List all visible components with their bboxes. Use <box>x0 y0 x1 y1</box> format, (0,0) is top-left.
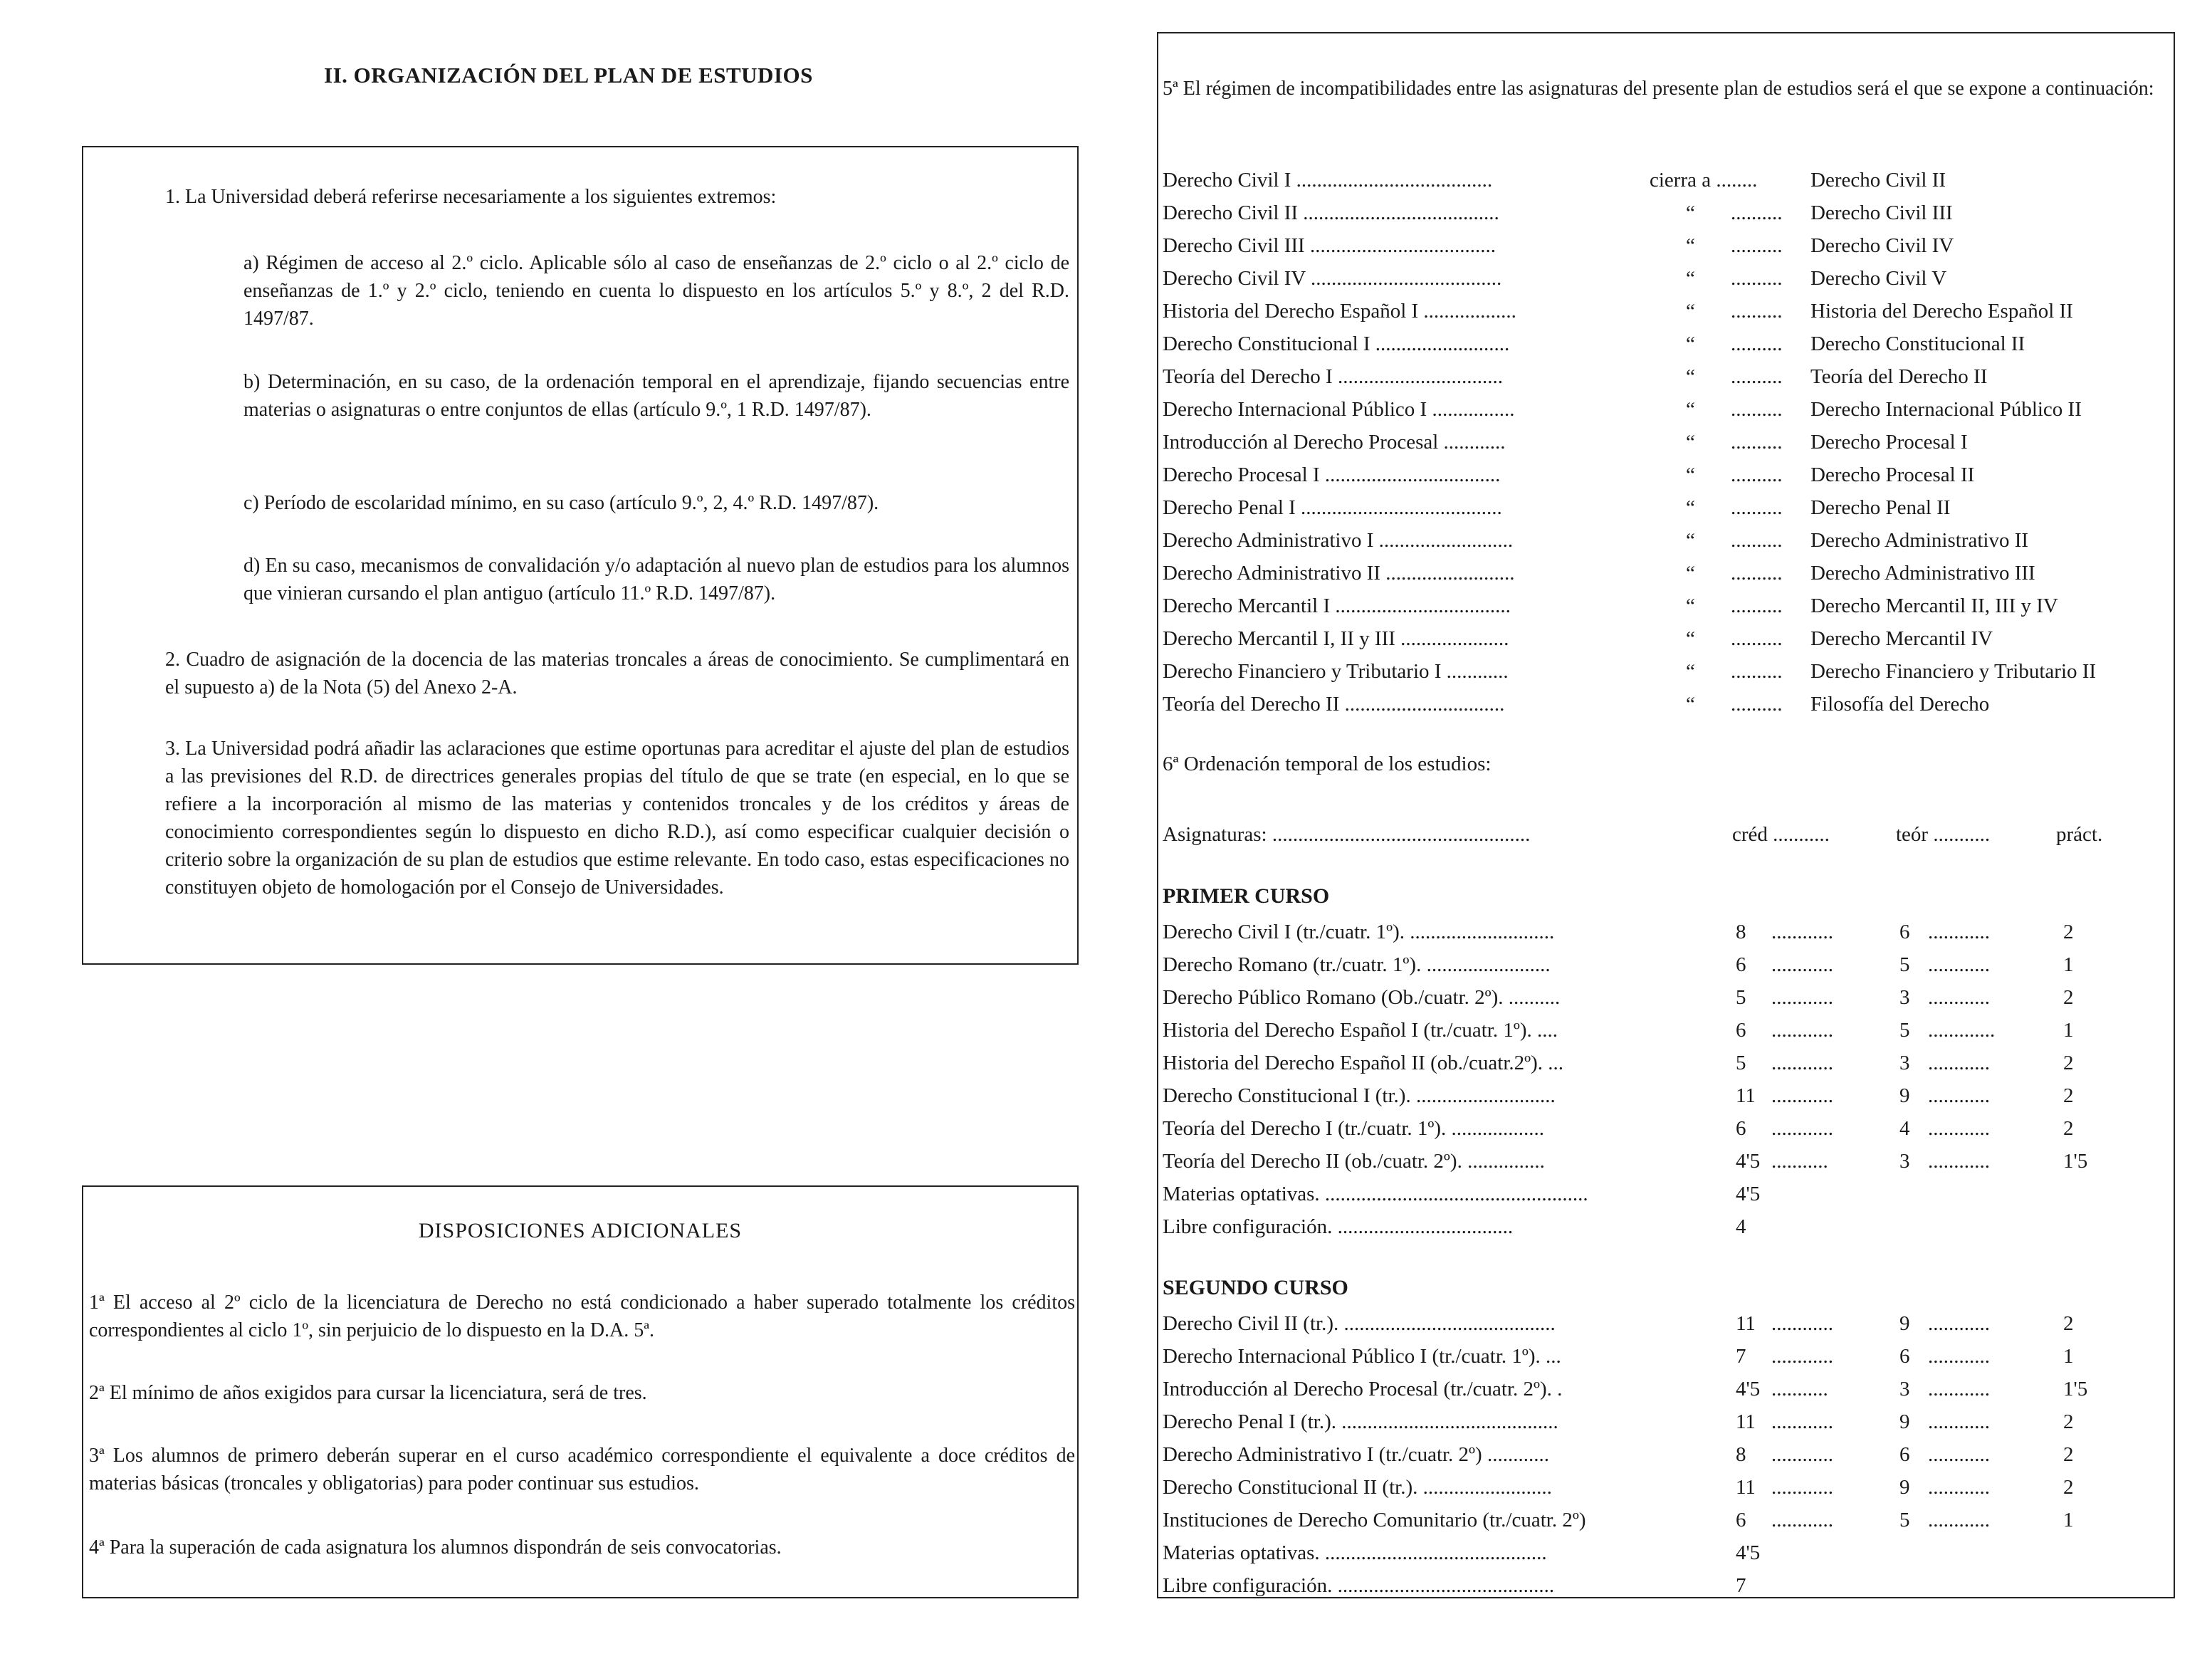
credits-dots: ........... <box>1771 1378 1828 1400</box>
credits-dots: ............ <box>1771 1052 1833 1074</box>
subject-closing: Historia del Derecho Español I .................. <box>1163 300 1516 323</box>
ditto-dots: .......... <box>1731 595 1783 617</box>
ditto-mark: “ <box>1686 660 1695 683</box>
course-row <box>1163 1537 2166 1568</box>
ditto-mark: “ <box>1686 463 1695 486</box>
credits-value: 8 <box>1736 1443 1746 1466</box>
practice-value: 1'5 <box>2063 1150 2088 1173</box>
credits-dots: ............ <box>1771 1443 1833 1466</box>
incompatibility-row <box>1163 426 2166 458</box>
practice-value: 2 <box>2063 1312 2074 1335</box>
dispositions-box <box>82 1185 1079 1598</box>
ditto-dots: .......... <box>1731 431 1783 454</box>
course-row <box>1163 1146 2166 1177</box>
theory-value: 6 <box>1899 1443 1910 1466</box>
course-row <box>1163 982 2166 1013</box>
ordering-header <box>1163 819 2166 850</box>
theory-value: 6 <box>1899 921 1910 943</box>
ditto-dots: .......... <box>1731 693 1783 716</box>
subject-closed: Derecho Mercantil IV <box>1810 627 1993 650</box>
subject-name: Derecho Penal I (tr.). .......................................... <box>1163 1410 1558 1433</box>
theory-value: 3 <box>1899 1052 1910 1074</box>
subject-closed: Derecho Civil V <box>1810 267 1947 290</box>
ditto-mark: “ <box>1686 529 1695 552</box>
practice-value: 1 <box>2063 1345 2074 1368</box>
theory-value: 5 <box>1899 1509 1910 1531</box>
subject-name: Derecho Civil II (tr.). ......................................... <box>1163 1312 1556 1335</box>
practice-value: 1 <box>2063 953 2074 976</box>
ditto-dots: .......... <box>1731 660 1783 683</box>
theory-dots: ............ <box>1928 1378 1990 1400</box>
incompatibility-row <box>1163 525 2166 556</box>
ditto-dots: .......... <box>1731 300 1783 323</box>
header-theory: teór ........... <box>1896 823 1991 846</box>
subject-name: Derecho Civil I (tr./cuatr. 1º). ............................ <box>1163 921 1555 943</box>
course-row <box>1163 1472 2166 1503</box>
practice-value: 2 <box>2063 1410 2074 1433</box>
item-1-intro: 1. La Universidad deberá referirse necesariamente a los siguientes extremos: <box>165 186 777 208</box>
credits-dots: ............ <box>1771 986 1833 1009</box>
theory-value: 3 <box>1899 986 1910 1009</box>
subject-closed: Historia del Derecho Español II <box>1810 300 2073 323</box>
section-title: II. ORGANIZACIÓN DEL PLAN DE ESTUDIOS <box>324 63 813 88</box>
subject-name: Libre configuración. .......................................... <box>1163 1574 1555 1597</box>
subject-closing: Derecho Administrativo II ......................... <box>1163 562 1515 585</box>
subject-name: Historia del Derecho Español II (ob./cuatr.2º). ... <box>1163 1052 1564 1074</box>
incompatibility-row <box>1163 328 2166 360</box>
subject-closed: Derecho Penal II <box>1810 496 1951 519</box>
subject-name: Materias optativas. ........................................... <box>1163 1541 1547 1564</box>
subject-closing: Derecho Civil I ...................................... <box>1163 169 1493 192</box>
subject-closing: Introducción al Derecho Procesal ............ <box>1163 431 1506 454</box>
incompatibility-row <box>1163 263 2166 294</box>
credits-dots: ............ <box>1771 1084 1833 1107</box>
course-row <box>1163 1178 2166 1210</box>
incompatibility-row <box>1163 197 2166 229</box>
ditto-mark: “ <box>1686 300 1695 323</box>
credits-value: 4'5 <box>1736 1378 1761 1400</box>
subject-closing: Derecho Mercantil I .................................. <box>1163 595 1511 617</box>
subject-closed: Derecho Administrativo II <box>1810 529 2029 552</box>
theory-dots: ............ <box>1928 1117 1990 1140</box>
subject-closing: Derecho Mercantil I, II y III ..................... <box>1163 627 1509 650</box>
subject-closing: Derecho Constitucional I .......................... <box>1163 332 1510 355</box>
incompatibility-row <box>1163 361 2166 392</box>
subject-name: Instituciones de Derecho Comunitario (tr./cuatr. 2º) <box>1163 1509 1586 1531</box>
theory-dots: ............ <box>1928 1476 1990 1499</box>
theory-value: 9 <box>1899 1476 1910 1499</box>
practice-value: 1'5 <box>2063 1378 2088 1400</box>
incompatibility-row <box>1163 623 2166 654</box>
disposition-1: 1ª El acceso al 2º ciclo de la licenciatura de Derecho no está condicionado a haber superado totalmente los créditos correspondientes al ciclo 1º, sin perjuicio de lo dispuesto en la D.A. 5ª. <box>89 1292 1075 1341</box>
subject-name: Historia del Derecho Español I (tr./cuatr. 1º). .... <box>1163 1019 1558 1042</box>
incompatibility-row <box>1163 459 2166 491</box>
theory-value: 9 <box>1899 1084 1910 1107</box>
subject-closing: Derecho Civil II ...................................... <box>1163 201 1499 224</box>
ditto-mark: “ <box>1686 627 1695 650</box>
practice-value: 2 <box>2063 921 2074 943</box>
credits-dots: ............ <box>1771 1509 1833 1531</box>
subject-name: Libre configuración. .................................. <box>1163 1215 1514 1238</box>
credits-dots: ............ <box>1771 1019 1833 1042</box>
item-d: d) En su caso, mecanismos de convalidación y/o adaptación al nuevo plan de estudios para los alumnos que vinieran cursando el plan antiguo (artículo 11.º R.D. 1497/87). <box>243 555 1069 604</box>
item-2: 2. Cuadro de asignación de la docencia de las materias troncales a áreas de conocimiento. Se cumplimentará en el supuesto a) de la Nota (5) del Anexo 2-A. <box>165 649 1069 698</box>
header-subjects: Asignaturas: .................................................. <box>1163 823 1531 846</box>
credits-value: 6 <box>1736 1117 1746 1140</box>
credits-value: 6 <box>1736 1019 1746 1042</box>
course-row <box>1163 1047 2166 1079</box>
closes-label: cierra a ........ <box>1650 169 1758 192</box>
credits-dots: ............ <box>1771 1410 1833 1433</box>
item-a: a) Régimen de acceso al 2.º ciclo. Aplicable sólo al caso de enseñanzas de 2.º ciclo o al 2.º ciclo de enseñanzas de 1.º y 2.º ciclo, teniendo en cuenta lo dispuesto en los artículos 5.º y 8.º, 2 del R.D. 1497/87. <box>243 252 1069 330</box>
ditto-dots: .......... <box>1731 234 1783 257</box>
subject-closing: Derecho Administrativo I .......................... <box>1163 529 1514 552</box>
practice-value: 1 <box>2063 1509 2074 1531</box>
theory-dots: ............. <box>1928 1019 1996 1042</box>
incompatibility-intro: 5ª El régimen de incompatibilidades entre las asignaturas del presente plan de estudios será el que se expone a continuación: <box>1163 78 2154 100</box>
ditto-mark: “ <box>1686 201 1695 224</box>
credits-dots: ............ <box>1771 921 1833 943</box>
course-row <box>1163 1015 2166 1046</box>
subject-closed: Derecho Internacional Público II <box>1810 398 2082 421</box>
theory-dots: ............ <box>1928 1345 1990 1368</box>
course-row <box>1163 1504 2166 1536</box>
disposition-2: 2ª El mínimo de años exigidos para cursar la licenciatura, será de tres. <box>89 1382 647 1404</box>
theory-dots: ............ <box>1928 1084 1990 1107</box>
credits-value: 11 <box>1736 1312 1756 1335</box>
ditto-mark: “ <box>1686 365 1695 388</box>
theory-dots: ............ <box>1928 1443 1990 1466</box>
theory-value: 9 <box>1899 1312 1910 1335</box>
ditto-dots: .......... <box>1731 267 1783 290</box>
credits-value: 7 <box>1736 1345 1746 1368</box>
course-row <box>1163 1080 2166 1111</box>
theory-dots: ............ <box>1928 1410 1990 1433</box>
credits-value: 4'5 <box>1736 1541 1761 1564</box>
credits-value: 8 <box>1736 921 1746 943</box>
ditto-dots: .......... <box>1731 529 1783 552</box>
subject-closed: Derecho Civil IV <box>1810 234 1954 257</box>
subject-name: Derecho Público Romano (Ob./cuatr. 2º). .......... <box>1163 986 1561 1009</box>
course-row <box>1163 1308 2166 1339</box>
subject-closed: Derecho Procesal I <box>1810 431 1968 454</box>
ditto-mark: “ <box>1686 234 1695 257</box>
ditto-mark: “ <box>1686 595 1695 617</box>
theory-dots: ............ <box>1928 986 1990 1009</box>
credits-dots: ............ <box>1771 1345 1833 1368</box>
subject-name: Derecho Constitucional I (tr.). ........................... <box>1163 1084 1556 1107</box>
theory-value: 3 <box>1899 1378 1910 1400</box>
subject-closing: Teoría del Derecho II ............................... <box>1163 693 1505 716</box>
subject-closed: Teoría del Derecho II <box>1810 365 1988 388</box>
credits-dots: ............ <box>1771 1312 1833 1335</box>
study-plan-box <box>1157 32 2175 1598</box>
ditto-dots: .......... <box>1731 365 1783 388</box>
subject-name: Materias optativas. ................................................... <box>1163 1183 1588 1205</box>
subject-closing: Derecho Financiero y Tributario I ............ <box>1163 660 1509 683</box>
ditto-mark: “ <box>1686 431 1695 454</box>
subject-closing: Derecho Civil IV ..................................... <box>1163 267 1502 290</box>
incompatibility-row <box>1163 656 2166 687</box>
ditto-mark: “ <box>1686 562 1695 585</box>
ditto-mark: “ <box>1686 332 1695 355</box>
practice-value: 2 <box>2063 1084 2074 1107</box>
course-row <box>1163 1373 2166 1405</box>
subject-name: Teoría del Derecho I (tr./cuatr. 1º). .................. <box>1163 1117 1545 1140</box>
course-row <box>1163 1341 2166 1372</box>
subject-closed: Derecho Procesal II <box>1810 463 1975 486</box>
ditto-dots: .......... <box>1731 627 1783 650</box>
credits-value: 11 <box>1736 1084 1756 1107</box>
theory-dots: ............ <box>1928 1509 1990 1531</box>
subject-closed: Derecho Constitucional II <box>1810 332 2025 355</box>
theory-value: 4 <box>1899 1117 1910 1140</box>
theory-dots: ............ <box>1928 921 1990 943</box>
incompatibility-row <box>1163 590 2166 622</box>
incompatibility-row <box>1163 295 2166 327</box>
credits-dots: ............ <box>1771 1476 1833 1499</box>
ditto-mark: “ <box>1686 496 1695 519</box>
subject-name: Derecho Internacional Público I (tr./cuatr. 1º). ... <box>1163 1345 1561 1368</box>
practice-value: 1 <box>2063 1019 2074 1042</box>
incompatibility-row <box>1163 230 2166 261</box>
item-c: c) Período de escolaridad mínimo, en su caso (artículo 9.º, 2, 4.º R.D. 1497/87). <box>243 492 879 514</box>
incompatibility-row <box>1163 557 2166 589</box>
practice-value: 2 <box>2063 1117 2074 1140</box>
subject-name: Derecho Romano (tr./cuatr. 1º). ........................ <box>1163 953 1551 976</box>
subject-name: Teoría del Derecho II (ob./cuatr. 2º). ............... <box>1163 1150 1545 1173</box>
header-cred: créd ........... <box>1732 823 1830 846</box>
credits-value: 6 <box>1736 953 1746 976</box>
credits-value: 4 <box>1736 1215 1746 1238</box>
theory-value: 5 <box>1899 1019 1910 1042</box>
theory-dots: ............ <box>1928 1052 1990 1074</box>
subject-name: Derecho Administrativo I (tr./cuatr. 2º) ............ <box>1163 1443 1549 1466</box>
credits-value: 4'5 <box>1736 1183 1761 1205</box>
credits-value: 11 <box>1736 1476 1756 1499</box>
course-row <box>1163 1211 2166 1242</box>
ditto-dots: .......... <box>1731 496 1783 519</box>
incompatibility-row <box>1163 492 2166 523</box>
subject-closed: Derecho Mercantil II, III y IV <box>1810 595 2058 617</box>
credits-dots: ............ <box>1771 1117 1833 1140</box>
subject-closed: Derecho Civil II <box>1810 169 1946 192</box>
subject-closed: Derecho Civil III <box>1810 201 1953 224</box>
course-row <box>1163 1406 2166 1437</box>
second-course-title: SEGUNDO CURSO <box>1163 1276 1348 1299</box>
ditto-dots: .......... <box>1731 332 1783 355</box>
disposition-4: 4ª Para la superación de cada asignatura los alumnos dispondrán de seis convocatorias. <box>89 1536 782 1559</box>
header-practice: práct. <box>2056 823 2103 846</box>
ditto-dots: .......... <box>1731 398 1783 421</box>
course-row <box>1163 949 2166 980</box>
subject-name: Introducción al Derecho Procesal (tr./cuatr. 2º). . <box>1163 1378 1563 1400</box>
subject-name: Derecho Constitucional II (tr.). ......................... <box>1163 1476 1552 1499</box>
practice-value: 2 <box>2063 1052 2074 1074</box>
theory-dots: ............ <box>1928 1150 1990 1173</box>
subject-closing: Derecho Civil III .................................... <box>1163 234 1496 257</box>
first-course-title: PRIMER CURSO <box>1163 884 1330 908</box>
ordering-intro: 6ª Ordenación temporal de los estudios: <box>1163 753 1492 775</box>
item-b: b) Determinación, en su caso, de la ordenación temporal en el aprendizaje, fijando secuencias entre materias o asignaturas o entre conjuntos de ellas (artículo 9.º, 1 R.D. 1497/87). <box>243 371 1069 421</box>
subject-closed: Derecho Administrativo III <box>1810 562 2035 585</box>
subject-closing: Derecho Procesal I .................................. <box>1163 463 1501 486</box>
course-row <box>1163 1113 2166 1144</box>
practice-value: 2 <box>2063 1443 2074 1466</box>
incompatibility-row <box>1163 394 2166 425</box>
credits-value: 5 <box>1736 986 1746 1009</box>
item-3: 3. La Universidad podrá añadir las aclaraciones que estime oportunas para acreditar el ajuste del plan de estudios a las previsiones del R.D. de directrices generales propias del título de que se trate (en especial, en lo que se refiere a la incorporación al mismo de las materias y contenidos troncales y de los créditos y áreas de conocimiento correspondientes según lo dispuesto en dicho R.D.), así como especificar cualquier decisión o criterio sobre la organización de su plan de estudios que estime relevante. En todo caso, estas especificaciones no constituyen objeto de homologación por el Consejo de Universidades. <box>165 738 1069 899</box>
theory-dots: ............ <box>1928 1312 1990 1335</box>
incompatibility-row <box>1163 164 2166 196</box>
course-row <box>1163 916 2166 948</box>
credits-value: 11 <box>1736 1410 1756 1433</box>
subject-closed: Filosofía del Derecho <box>1810 693 1990 716</box>
course-row <box>1163 1439 2166 1470</box>
theory-value: 9 <box>1899 1410 1910 1433</box>
theory-value: 6 <box>1899 1345 1910 1368</box>
ditto-dots: .......... <box>1731 562 1783 585</box>
credits-dots: ........... <box>1771 1150 1828 1173</box>
ditto-dots: .......... <box>1731 463 1783 486</box>
theory-dots: ............ <box>1928 953 1990 976</box>
incompatibility-row <box>1163 688 2166 720</box>
theory-value: 5 <box>1899 953 1910 976</box>
organization-box <box>82 146 1079 965</box>
practice-value: 2 <box>2063 1476 2074 1499</box>
ditto-mark: “ <box>1686 693 1695 716</box>
credits-value: 6 <box>1736 1509 1746 1531</box>
theory-value: 3 <box>1899 1150 1910 1173</box>
ditto-mark: “ <box>1686 267 1695 290</box>
credits-value: 5 <box>1736 1052 1746 1074</box>
credits-dots: ............ <box>1771 953 1833 976</box>
ditto-dots: .......... <box>1731 201 1783 224</box>
subject-closed: Derecho Financiero y Tributario II <box>1810 660 2097 683</box>
disposition-3: 3ª Los alumnos de primero deberán superar en el curso académico correspondiente el equivalente a doce créditos de materias básicas (troncales y obligatorias) para poder continuar sus estudios. <box>89 1445 1075 1494</box>
subject-closing: Derecho Penal I ....................................... <box>1163 496 1502 519</box>
practice-value: 2 <box>2063 986 2074 1009</box>
course-row <box>1163 1570 2166 1601</box>
ditto-mark: “ <box>1686 398 1695 421</box>
subject-closing: Derecho Internacional Público I ................ <box>1163 398 1515 421</box>
credits-value: 4'5 <box>1736 1150 1761 1173</box>
subject-closing: Teoría del Derecho I ................................ <box>1163 365 1503 388</box>
dispositions-title: DISPOSICIONES ADICIONALES <box>418 1219 743 1242</box>
credits-value: 7 <box>1736 1574 1746 1597</box>
